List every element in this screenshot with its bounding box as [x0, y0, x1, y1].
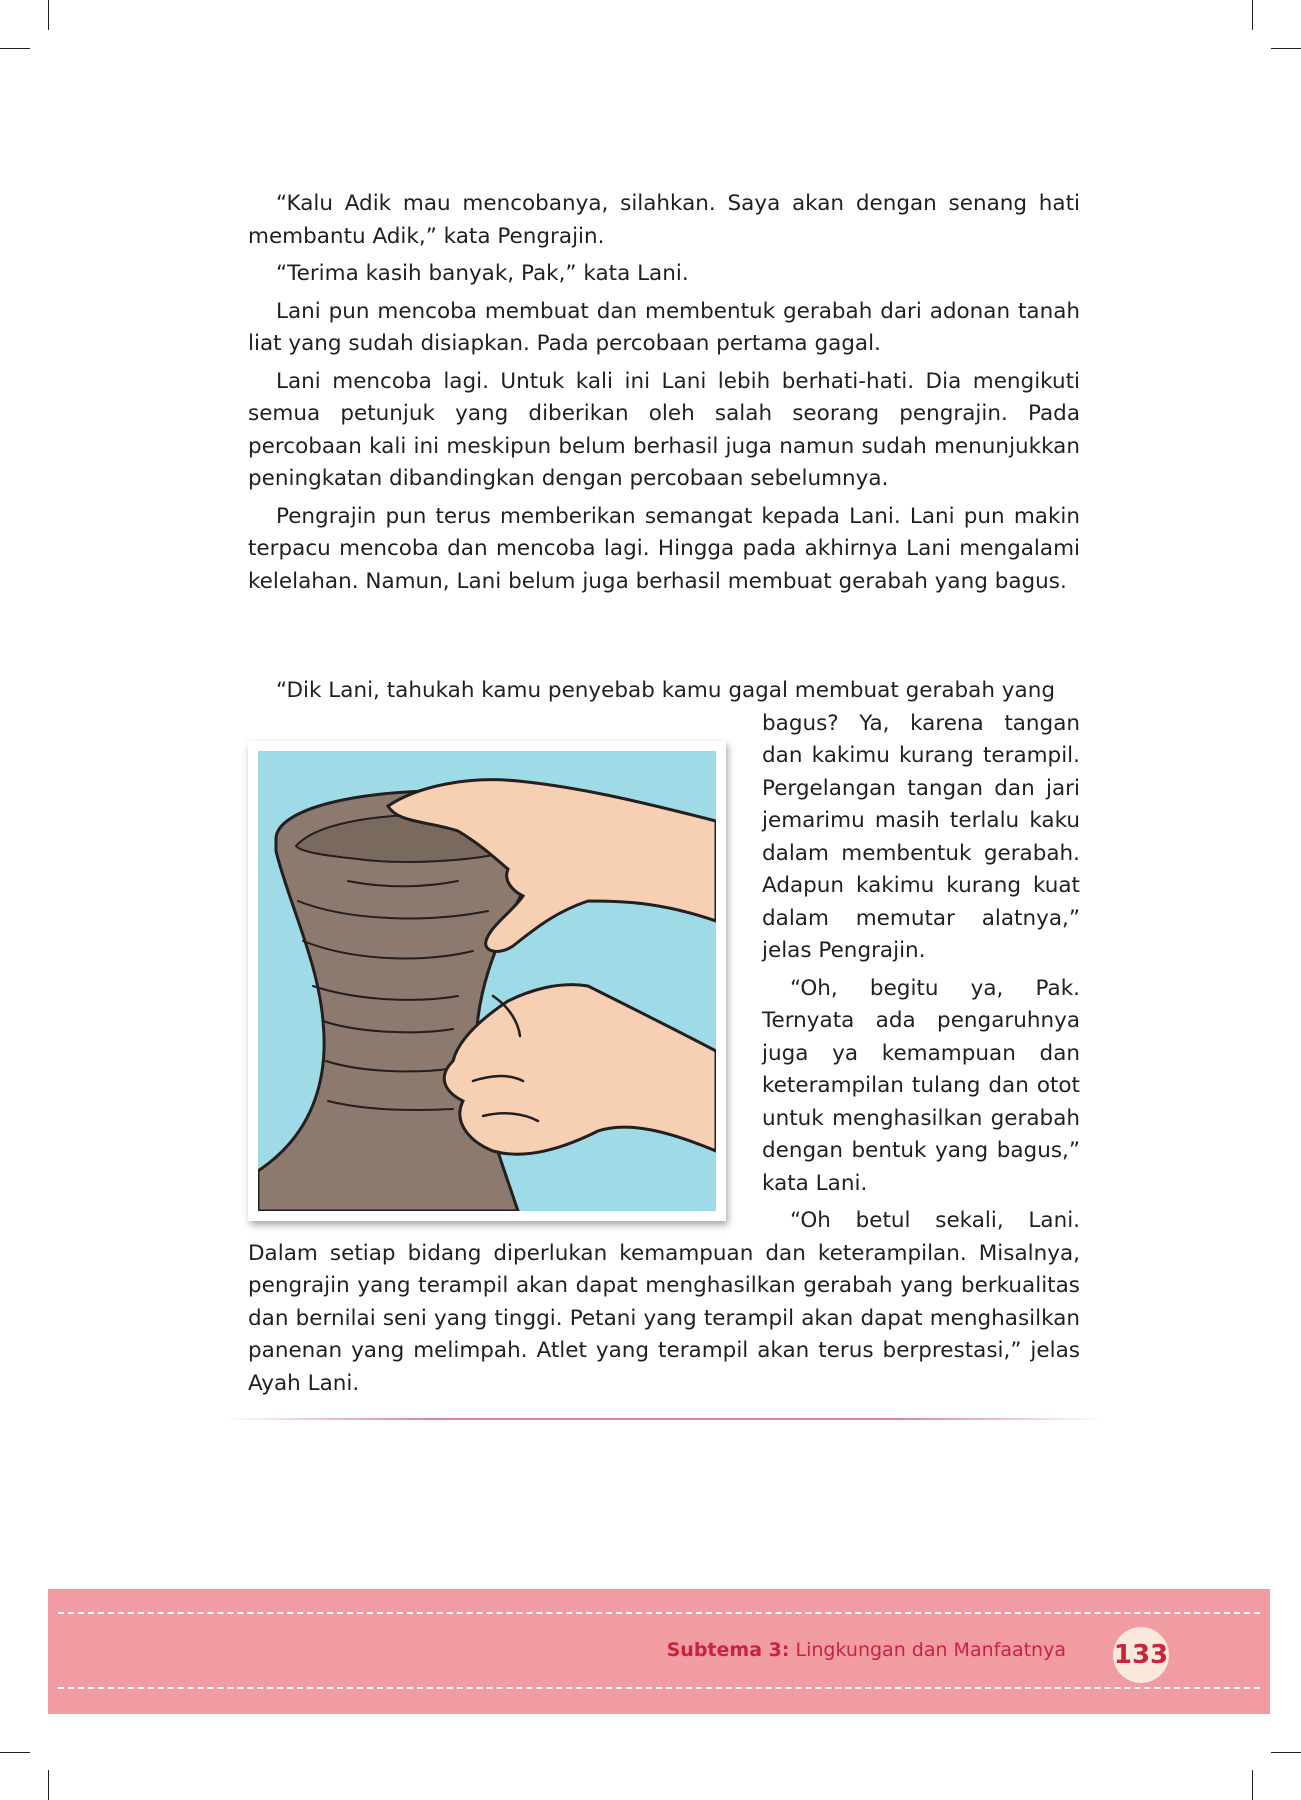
- paragraph: Pengrajin pun terus memberikan semangat kepada Lani. Lani pun makin terpacu mencoba dan mencoba lagi. Hingga pada akhirnya Lani mengalami kelelahan. Namun, Lani belum juga berhasil membuat gerabah yang bagus.: [248, 503, 1080, 594]
- crop-mark: [1271, 1752, 1301, 1753]
- crop-mark: [0, 48, 30, 49]
- subtheme-label: Subtema 3:: [666, 1639, 790, 1661]
- crop-mark: [48, 0, 49, 30]
- crop-mark: [0, 1752, 30, 1753]
- paragraph: “Terima kasih banyak, Pak,” kata Lani.: [276, 261, 689, 286]
- paragraph: “Oh, begitu ya, Pak. Ternyata ada pengaruhnya juga ya kemampuan dan keterampilan tulang dan otot untuk menghasilkan gerabah dengan bentuk yang bagus,” kata Lani.: [762, 975, 1080, 1196]
- paragraph: “Kalu Adik mau mencobanya, silahkan. Saya akan dengan senang hati membantu Adik,” kata Pengrajin.: [248, 191, 1080, 249]
- story-text-wrap: [248, 675, 1080, 1405]
- crop-mark: [48, 1770, 49, 1800]
- subtheme-title: Lingkungan dan Manfaatnya: [795, 1639, 1066, 1661]
- pottery-hands-icon: [258, 751, 716, 1211]
- pottery-illustration: [248, 741, 726, 1221]
- paragraph: “Oh betul sekali, Lani. Dalam setiap bidang diperlukan kemampuan dan keterampilan. Misalnya, pengrajin yang terampil akan dapat menghasilkan gerabah yang berkualitas dan bernilai seni yang tinggi. Petani yang terampil akan dapat menghasilkan panenan yang melimpah. Atlet yang terampil akan terus berprestasi,” jelas Ayah Lani.: [248, 1208, 1080, 1396]
- paragraph: Lani pun mencoba membuat dan membentuk gerabah dari adonan tanah liat yang sudah disiapkan. Pada percobaan pertama gagal.: [248, 298, 1080, 356]
- paragraph-continuation: bagus? Ya, karena tangan dan kakimu kurang terampil. Pergelangan tangan dan jari jemarimu masih terlalu kaku dalam membentuk gerabah. Adapun kakimu kurang kuat dalam memutar alatnya,” jelas Pengrajin.: [762, 710, 1080, 963]
- divider: [220, 1418, 1108, 1420]
- crop-mark: [1252, 1770, 1253, 1800]
- crop-mark: [1271, 48, 1301, 49]
- dashed-line: [58, 1612, 1260, 1614]
- crop-mark: [1252, 0, 1253, 30]
- page-number-badge: [1113, 1627, 1169, 1683]
- paragraph-start: “Dik Lani, tahukah kamu penyebab kamu gagal membuat gerabah yang: [276, 678, 1055, 703]
- paragraph: [248, 675, 1080, 708]
- page-number: 133: [1113, 1640, 1169, 1670]
- dashed-line: [58, 1687, 1260, 1689]
- footer-band: [48, 1589, 1270, 1714]
- story-text-top: [248, 188, 1080, 603]
- paragraph: Lani mencoba lagi. Untuk kali ini Lani lebih berhati-hati. Dia mengikuti semua petunjuk yang diberikan oleh salah seorang pengrajin. Pada percobaan kali ini meskipun belum berhasil juga namun sudah menunjukkan peningkatan dibandingkan dengan percobaan sebelumnya.: [248, 368, 1080, 491]
- footer-subtheme: [667, 1639, 1066, 1661]
